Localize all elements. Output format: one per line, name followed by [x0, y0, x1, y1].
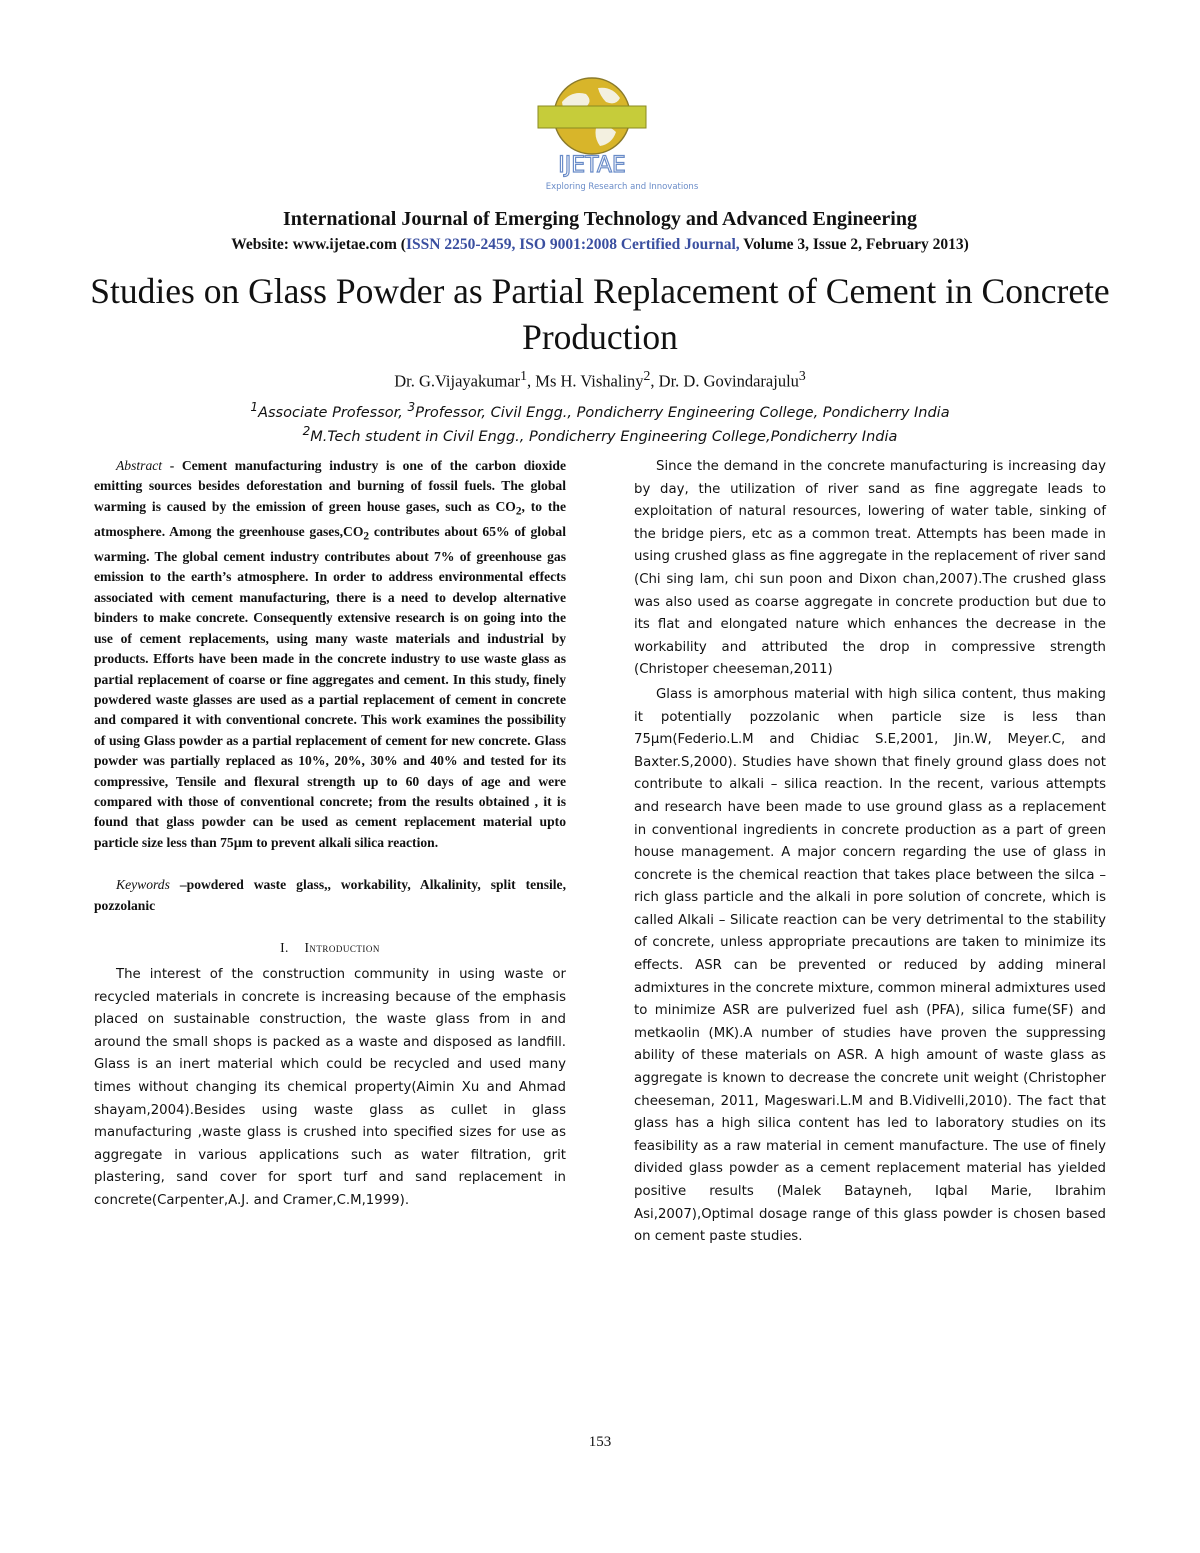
affiliation-2-sup: 2	[302, 424, 311, 438]
abstract-part-2: , to the atmosphere. Among the greenhouse gases,CO	[94, 498, 567, 539]
paper-title: Studies on Glass Powder as Partial Replacement of Cement in Concrete Production	[90, 271, 1110, 357]
introduction-paragraph-2: Since the demand in the concrete manufacturing is increasing day by day, the utilization of river sand as fine aggregate leads to exploitation of natural resources, lowering of water table, sinking of the bridge piers, etc as a common treat. Attempts has been made in using crushed glass as fine aggregate in the replacement of river sand (Chi sing lam, chi sun poon and Dixon chan,2007).The crushed glass was also used as coarse aggregate in concrete production but due to its flat and elongated nature which enhances the decrease in the workability and attributed the drop in compressive strength (Christoper cheeseman,2011)	[634, 459, 1106, 678]
abstract-sub-2: 2	[363, 530, 370, 543]
volume-issue: Volume 3, Issue 2, February 2013)	[739, 236, 969, 253]
introduction-paragraph-1: The interest of the construction community in using waste or recycled materials in concrete is increasing because of the emphasis placed on sustainable construction, the waste glass from in and around the small shops is packed as a waste and disposed as landfill. Glass is an inert material which could be recycled and used many times without changing its chemical property(Aimin Xu and Ahmad shayam,2004).Besides using waste glass as cullet in glass manufacturing ,waste glass is crushed into specified sizes for use as aggregate in various applications such as water filtration, grit plastering, sand cover for sport turf and sand replacement in concrete(Carpenter,A.J. and Cramer,C.M,1999).	[94, 966, 566, 1208]
keywords-text: –powdered waste glass,, workability, Alkalinity, split tensile, pozzolanic	[94, 877, 566, 913]
logo-tagline: Exploring Research and Innovations	[545, 182, 699, 192]
affiliation-1-sup1: 1	[250, 400, 259, 414]
logo-text: IJETAE	[558, 153, 626, 178]
author-2-sup: 2	[643, 368, 651, 383]
author-3: , Dr. D. Govindarajulu	[650, 371, 799, 391]
abstract-part-3: contributes about 65% of global warming. The global cement industry contributes about 7% of greenhouse gas emission to the earth’s atmosphere. In order to address environmental effects associated with cement manufacturing, there is a need to develop alternative binders to make concrete. Consequently extensive research is on going into the use of cement replacements, using many waste materials and industrial by products. Efforts have been made in the concrete industry to use waste glass as partial replacement of coarse or fine aggregates and cement. In this study, finely powdered waste glasses are used as a partial replacement of cement in concrete and compared it with conventional concrete. This work examines the possibility of using Glass powder as a partial replacement of cement for new concrete. Glass powder was partially replaced as 10%, 20%, 30% and 40% and tested for its compressive, Tensile and flexural strength up to 60 days of age and were compared with those of conventional concrete; from the results obtained , it is found that glass powder can be used as cement replacement material upto particle size less than 75µm to prevent alkali silica reaction.	[94, 523, 566, 850]
section-heading-introduction	[94, 940, 566, 956]
left-column	[94, 456, 566, 1213]
keywords	[94, 875, 566, 916]
keywords-label: Keywords	[116, 877, 170, 893]
author-1-sup: 1	[520, 368, 528, 383]
journal-logo	[500, 72, 730, 194]
affiliation-1-text1: Associate Professor,	[258, 404, 408, 421]
abstract-part-1: - Cement manufacturing industry is one of the carbon dioxide emitting sources besides deforestation and burning of fossil fuels. The global warming is caused by the emission of green house gases, such as CO	[94, 458, 566, 514]
abstract-sub-1: 2	[515, 505, 522, 518]
section-title: Introduction	[304, 939, 380, 955]
author-1: Dr. G.Vijayakumar	[394, 371, 521, 391]
right-column	[634, 456, 1106, 1249]
globe-logo-icon	[500, 72, 730, 194]
abstract	[94, 456, 566, 853]
page-number: 153	[588, 1434, 612, 1450]
issn-certification: ISSN 2250-2459, ISO 9001:2008 Certified Journal,	[405, 236, 740, 253]
abstract-label: Abstract	[116, 458, 163, 473]
author-list	[0, 368, 1200, 392]
affiliation-2-text: M.Tech student in Civil Engg., Pondicherry Engineering College,Pondicherry India	[310, 428, 898, 445]
author-2: , Ms H. Vishaliny	[527, 371, 644, 391]
affiliation-2	[0, 424, 1200, 445]
affiliation-1-text2: Professor, Civil Engg., Pondicherry Engineering College, Pondicherry India	[415, 404, 950, 421]
introduction-paragraph-3: Glass is amorphous material with high silica content, thus making it potentially pozzolanic when particle size is less than 75µm(Federio.L.M and Chidiac S.E,2001, Jin.W, Meyer.C, and Baxter.S,2000). Studies have shown that finely ground glass does not contribute to alkali – silica reaction. In the recent, various attempts and research have been made to use ground glass as a replacement in conventional ingredients in concrete production as a part of green house management. A major concern regarding the use of glass in concrete is the chemical reaction that takes place between the silca – rich glass particle and the alkali in pore solution of concrete, which is called Alkali – Silicate reaction can be very detrimental to the stability of concrete, unless appropriate precautions are taken to minimize its effects. ASR can be prevented or reduced by adding mineral admixtures in the concrete mixture, common mineral admixtures used to minimize ASR are pulverized fuel ash (PFA), silica fume(SF) and metkaolin (MK).A number of studies have proven the suppressing ability of these materials on ASR. A high amount of waste glass as aggregate is known to decrease the concrete unit weight (Christopher cheeseman, 2011, Mageswari.L.M and B.Vidivelli,2010). The fact that glass has a high silica content has led to laboratory studies on its feasibility as a raw material in cement manufacture. The use of finely divided glass powder as a cement replacement material has yielded positive results (Malek Batayneh, Iqbal Marie, Ibrahim Asi,2007),Optimal dosage range of this glass powder is chosen based on cement paste studies.	[634, 686, 1106, 1245]
section-number: I.	[280, 939, 289, 955]
affiliation-1-sup2: 3	[407, 400, 416, 414]
author-3-sup: 3	[798, 368, 806, 383]
journal-website-line	[0, 236, 1200, 254]
affiliation-1	[0, 400, 1200, 421]
journal-name: International Journal of Emerging Technology and Advanced Engineering	[283, 208, 917, 230]
website-prefix: Website: www.ijetae.com (	[231, 236, 406, 253]
